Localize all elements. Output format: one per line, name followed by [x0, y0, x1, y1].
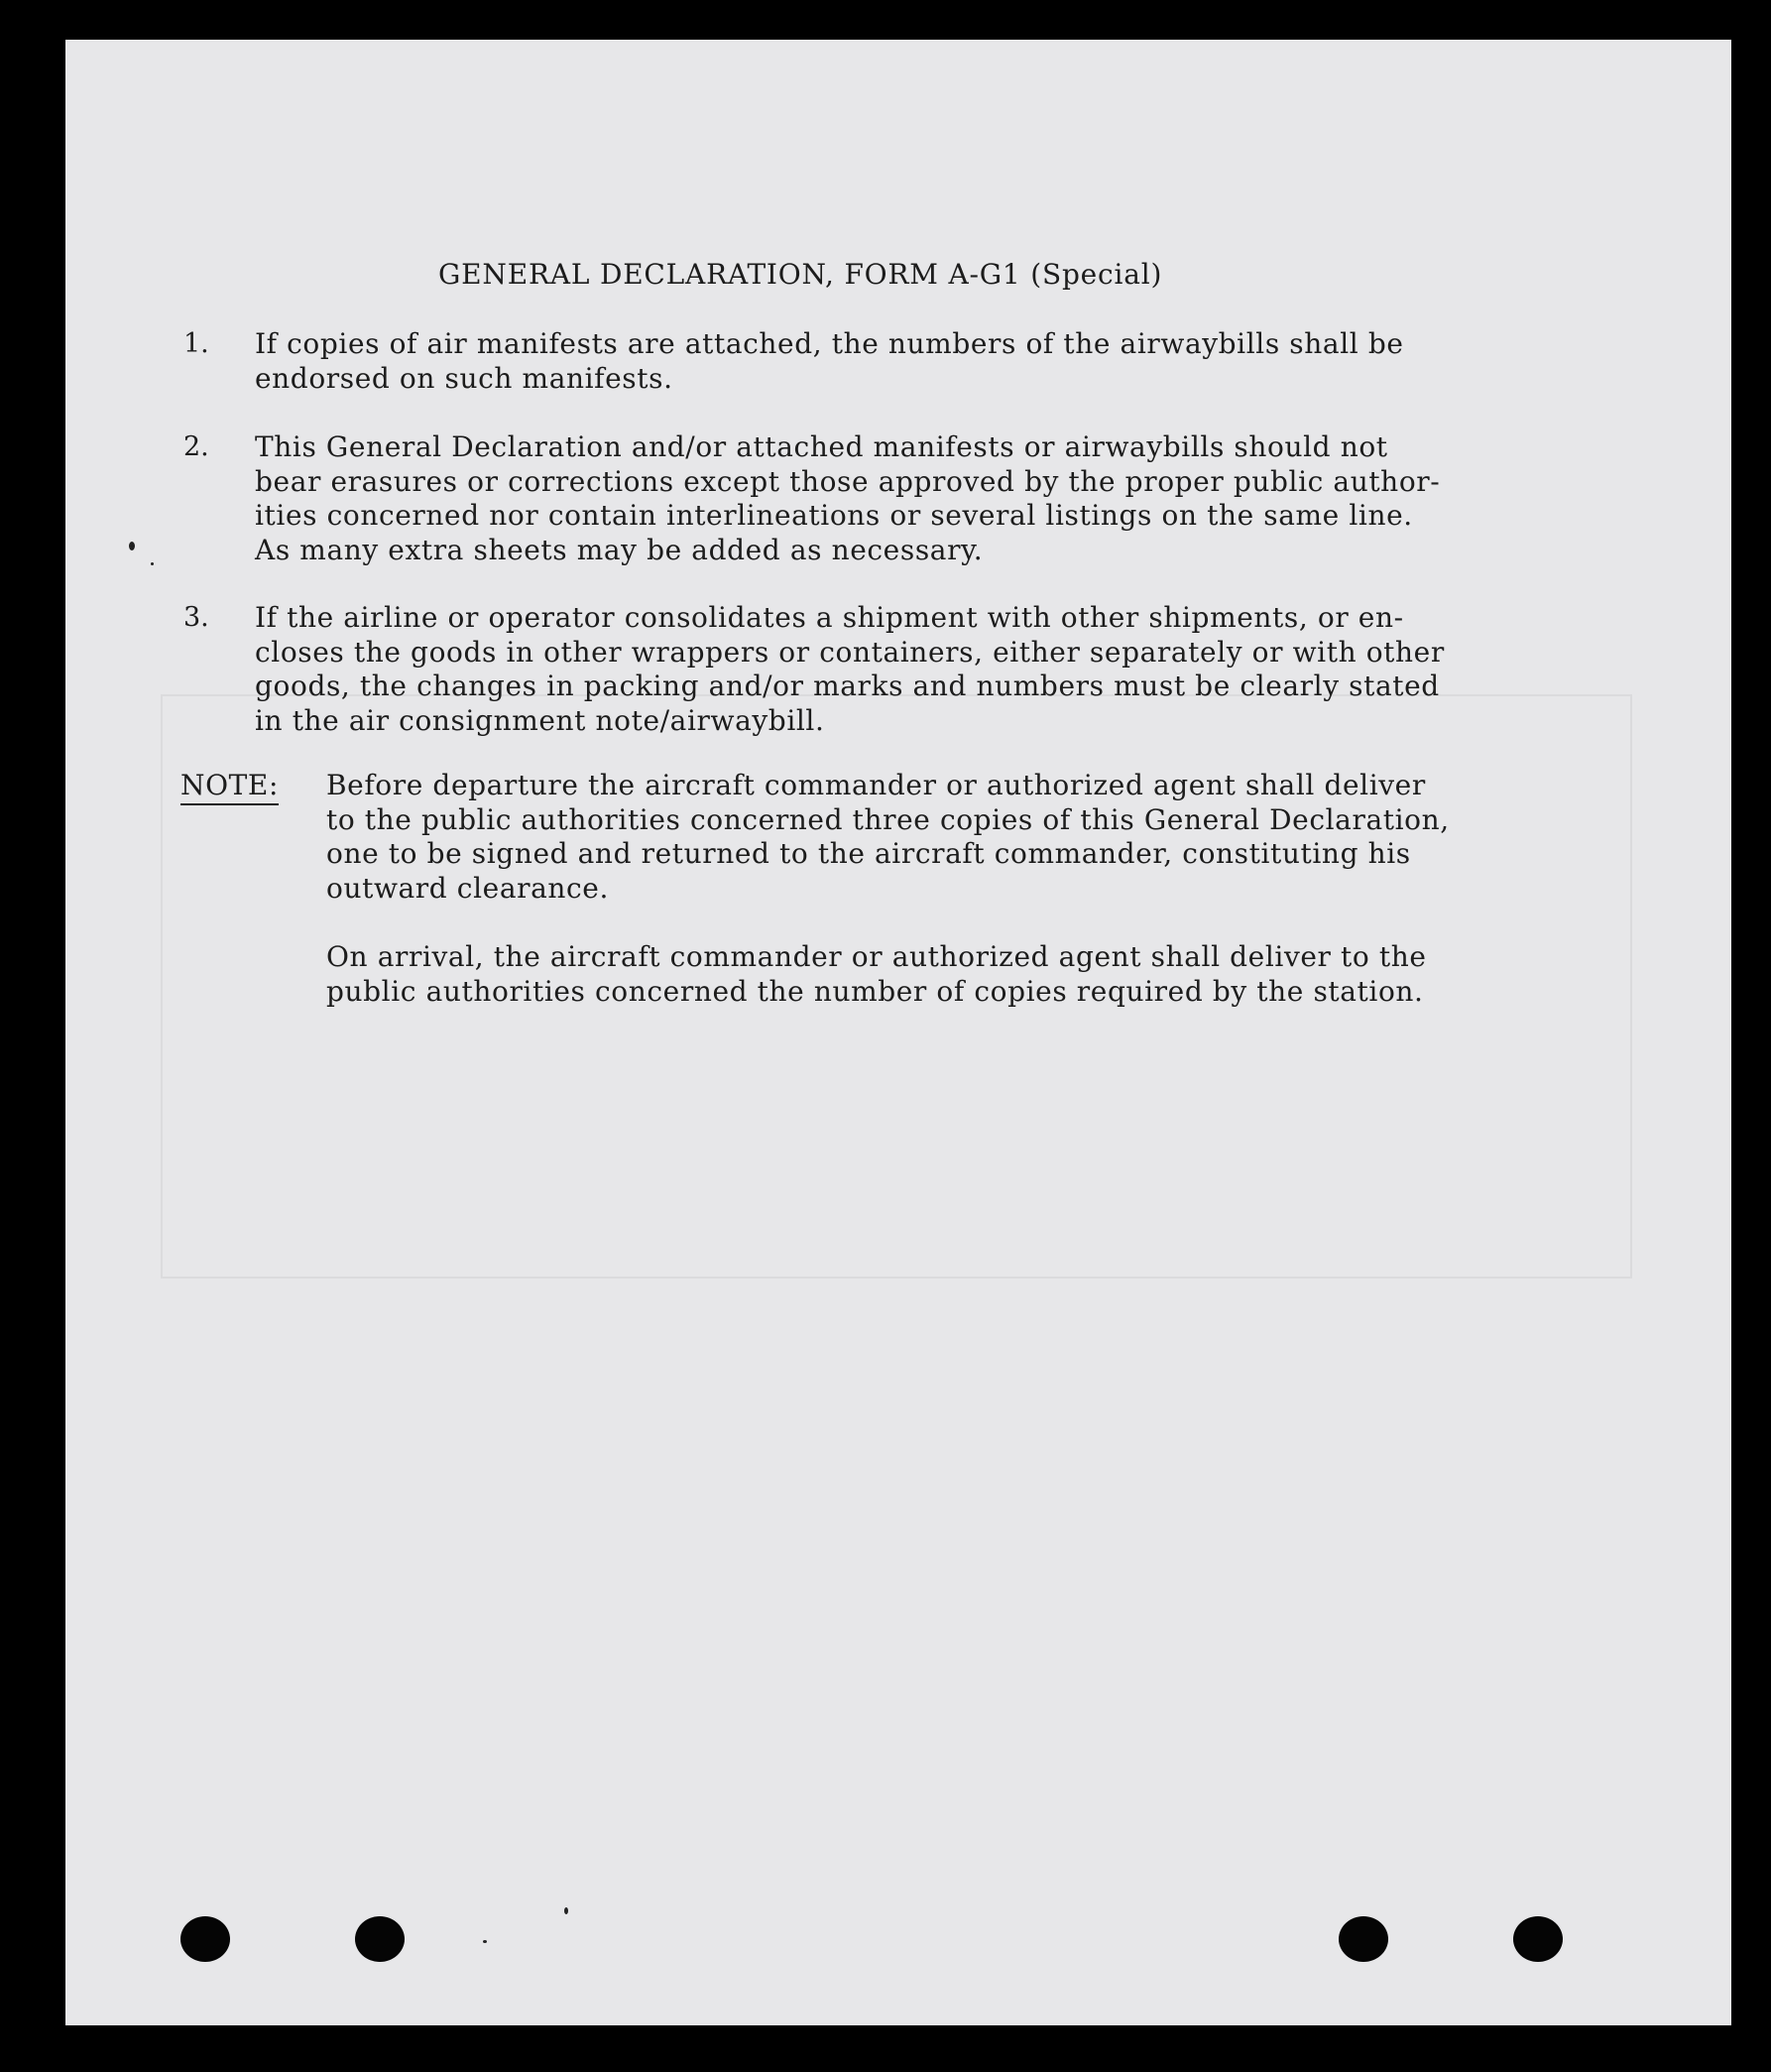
item-2-text: [255, 430, 1440, 567]
note-paragraph-1: [326, 769, 1450, 906]
note-paragraph-2: [326, 940, 1427, 1009]
item-1-line: If copies of air manifests are attached, the numbers of the airwaybills shall be: [255, 327, 1404, 360]
speck-mark: [564, 1907, 568, 1914]
item-1-line: endorsed on such manifests.: [255, 361, 673, 395]
item-3-line: in the air consignment note/airwaybill.: [255, 703, 825, 737]
item-1-text: [255, 327, 1404, 396]
item-3-line: closes the goods in other wrappers or containers, either separately or with other: [255, 635, 1445, 669]
note-line: On arrival, the aircraft commander or authorized agent shall deliver to the: [326, 940, 1427, 973]
punch-hole-icon: [1339, 1916, 1388, 1962]
document-sheet: [65, 40, 1731, 2025]
punch-hole-icon: [355, 1916, 405, 1962]
item-3-number: 3.: [183, 602, 209, 633]
item-3-line: goods, the changes in packing and/or marks and numbers must be clearly stated: [255, 670, 1440, 702]
note-line: public authorities concerned the number of copies required by the station.: [326, 974, 1424, 1008]
note-line: one to be signed and returned to the aircraft commander, constituting his: [326, 837, 1411, 870]
item-2-number: 2.: [183, 431, 209, 462]
speck-mark: [151, 562, 154, 565]
item-2-line: bear erasures or corrections except those approved by the proper public author-: [255, 464, 1441, 498]
punch-hole-icon: [180, 1916, 230, 1962]
item-3-text: [255, 601, 1445, 738]
item-2-line: As many extra sheets may be added as necessary.: [255, 533, 984, 566]
note-label: NOTE:: [180, 769, 279, 805]
note-line: Before departure the aircraft commander or authorized agent shall deliver: [326, 769, 1426, 801]
note-line: outward clearance.: [326, 871, 609, 905]
item-2-line: This General Declaration and/or attached manifests or airwaybills should not: [255, 430, 1388, 463]
note-line: to the public authorities concerned three copies of this General Declaration,: [326, 802, 1450, 836]
speck-mark: [483, 1940, 487, 1943]
document-title: GENERAL DECLARATION, FORM A-G1 (Special): [438, 258, 1163, 291]
item-2-line: ities concerned nor contain interlineations or several listings on the same line.: [255, 499, 1413, 532]
speck-mark: [129, 542, 135, 550]
punch-hole-icon: [1513, 1916, 1563, 1962]
item-3-line: If the airline or operator consolidates a shipment with other shipments, or en-: [255, 601, 1404, 634]
item-1-number: 1.: [183, 328, 209, 359]
